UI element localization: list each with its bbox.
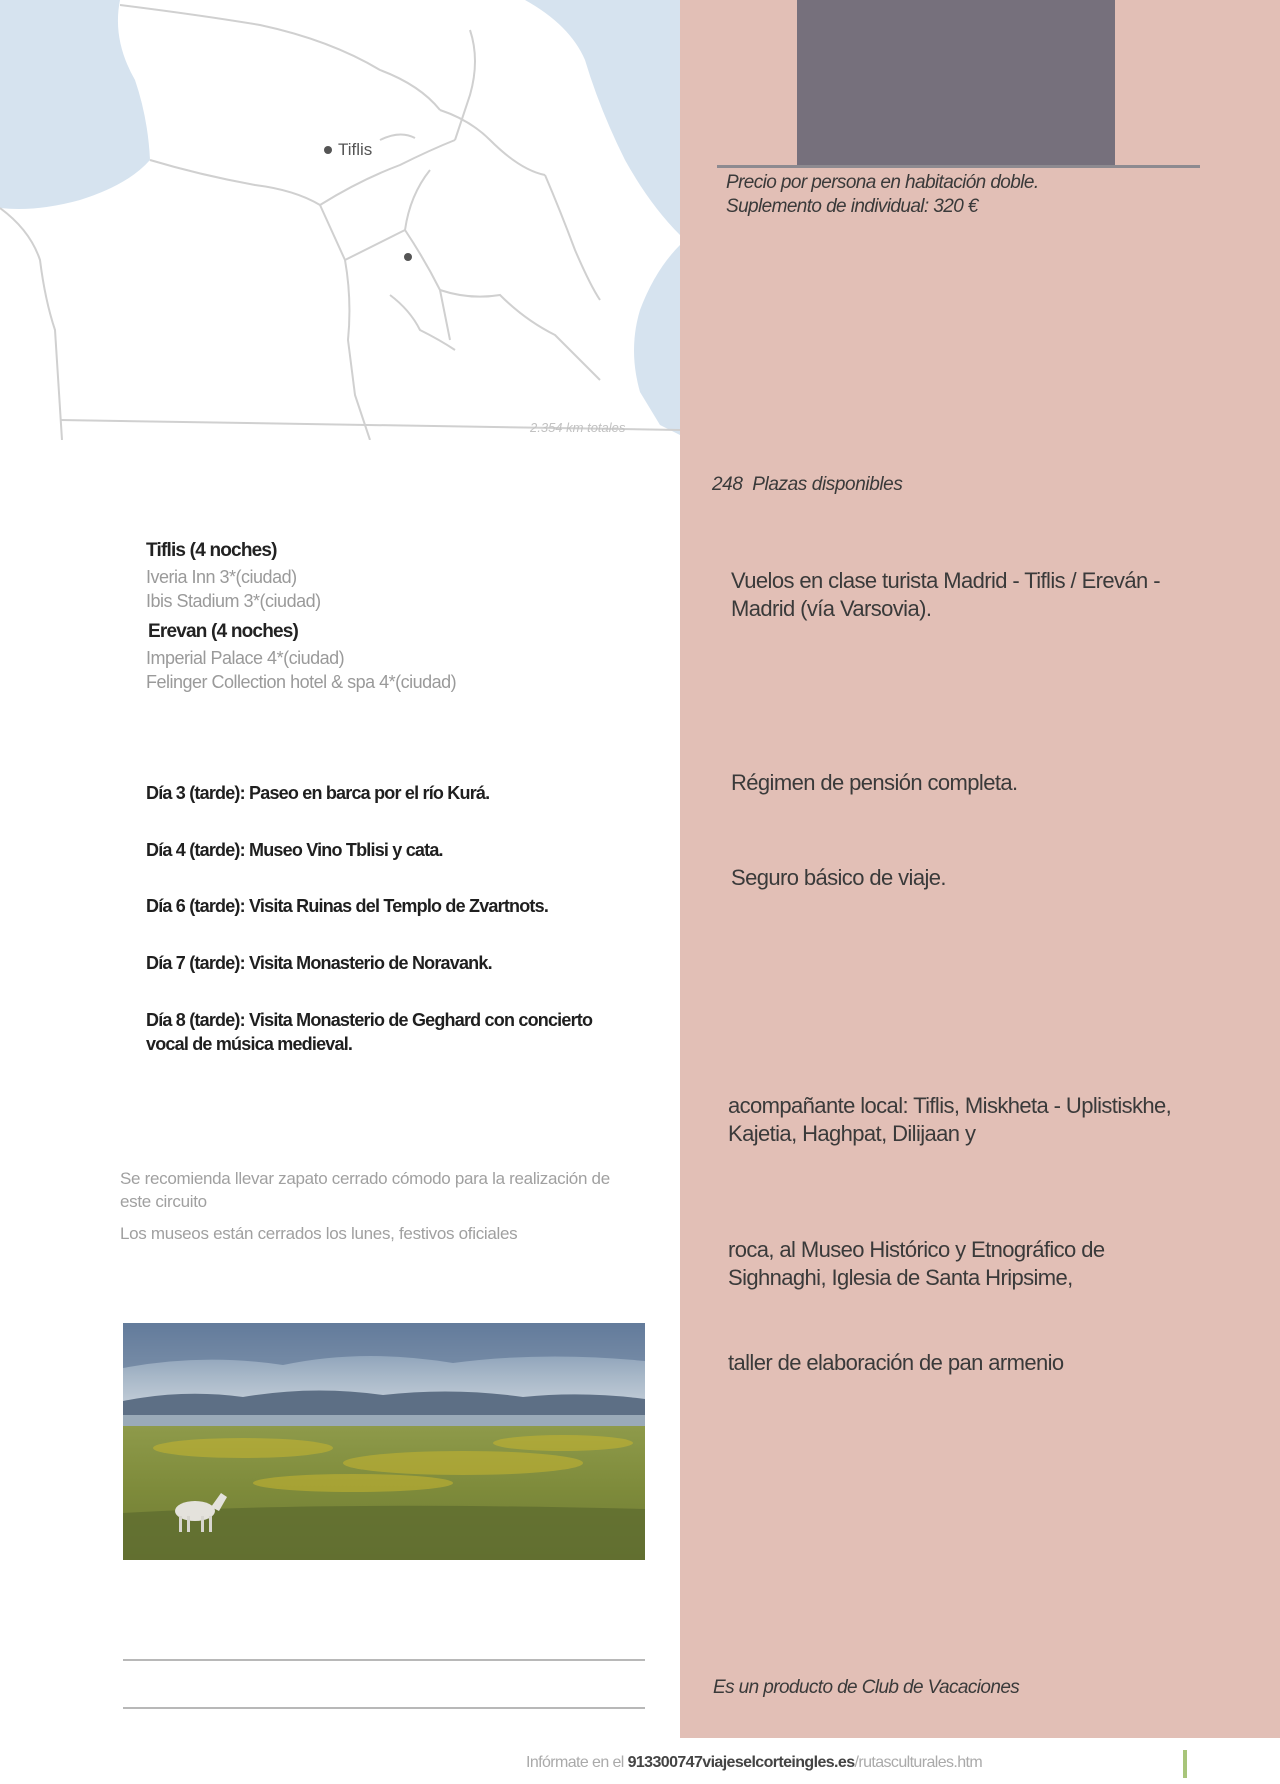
hotel-city-tiflis: Tiflis (4 noches) (146, 540, 277, 561)
availability-count: 248 (712, 474, 743, 495)
price-note: Precio por persona en habitación doble. (726, 172, 1039, 193)
excursion-item: Día 7 (tarde): Visita Monasterio de Noravank. (146, 953, 492, 973)
contact-prefix: Infórmate en el (526, 1754, 628, 1771)
contact-link[interactable]: 913300747viajeselcorteingles.es (627, 1754, 855, 1771)
included-workshop: taller de elaboración de pan armenio (728, 1350, 1064, 1375)
black-sea (0, 0, 150, 209)
excursion-item: Día 4 (tarde): Museo Vino Tblisi y cata. (146, 840, 443, 860)
included-visits: roca, al Museo Histórico y Etnográfico de Sighnaghi, Iglesia de Santa Hripsime, (728, 1237, 1105, 1290)
landscape-photo (123, 1323, 645, 1560)
included-flights: Vuelos en clase turista Madrid - Tiflis / Ereván - Madrid (vía Varsovia). (731, 568, 1160, 621)
excursion-item: Día 8 (tarde): Visita Monasterio de Geghard con concierto vocal de música medieval. (146, 1010, 593, 1054)
price-box (797, 0, 1115, 167)
north-water (525, 0, 680, 235)
price-divider (717, 165, 1200, 168)
contact-path: /rutasculturales.htm (854, 1754, 983, 1771)
tiflis-dot (324, 146, 332, 154)
map-label-tiflis: Tiflis (338, 140, 373, 159)
single-supplement: Suplemento de individual: 320 € (726, 196, 978, 217)
map-scale-label: 2.354 km totales (530, 420, 626, 435)
erevan-dot (404, 253, 412, 261)
availability (712, 474, 902, 496)
included-board: Régimen de pensión completa. (731, 770, 1018, 795)
availability-label: Plazas disponibles (752, 474, 903, 495)
hotel-name: Iveria Inn 3*(ciudad) (146, 567, 297, 587)
hotel-name: Ibis Stadium 3*(ciudad) (146, 591, 321, 611)
included-guide: acompañante local: Tiflis, Miskheta - Uplistiskhe, Kajetia, Haghpat, Dilijaan y (728, 1093, 1172, 1146)
note-museums: Los museos están cerrados los lunes, festivos oficiales (120, 1224, 518, 1243)
hotel-name: Felinger Collection hotel & spa 4*(ciudad) (146, 672, 457, 692)
divider-line (123, 1659, 645, 1661)
excursion-item: Día 6 (tarde): Visita Ruinas del Templo de Zvartnots. (146, 896, 549, 916)
excursion-item: Día 3 (tarde): Paseo en barca por el río Kurá. (146, 783, 490, 803)
included-insurance: Seguro básico de viaje. (731, 865, 946, 890)
divider-line (123, 1707, 645, 1709)
hotel-name: Imperial Palace 4*(ciudad) (146, 648, 345, 668)
hotel-city-erevan: Erevan (4 noches) (148, 621, 299, 642)
note-shoes: Se recomienda llevar zapato cerrado cómodo para la realización de este circuito (120, 1169, 610, 1211)
route-map (0, 0, 680, 440)
product-note: Es un producto de Club de Vacaciones (713, 1677, 1020, 1698)
accent-bar (1183, 1750, 1187, 1778)
caspian-sea (634, 245, 680, 435)
footer-contact (526, 1754, 982, 1772)
